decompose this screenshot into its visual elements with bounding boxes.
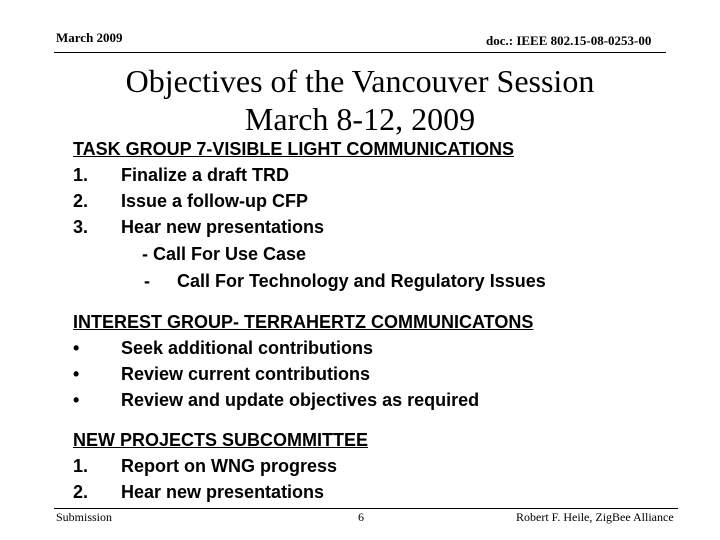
- ig-item-2-text: Review current contributions: [121, 364, 371, 384]
- footer-page-number: 6: [358, 510, 364, 524]
- nps-item-1-marker: 1.: [73, 456, 89, 476]
- ig-item-1-text: Seek additional contributions: [121, 338, 374, 358]
- ig-item-2-bullet: •: [73, 364, 80, 384]
- tg7-item-2-text: Issue a follow-up CFP: [121, 191, 309, 211]
- title-line-2: March 8-12, 2009: [244, 101, 476, 137]
- tg7-subitem-technology: Call For Technology and Regulatory Issues: [177, 271, 546, 291]
- tg7-subitem-2-marker: -: [144, 271, 150, 291]
- footer-author: Robert F. Heile, ZigBee Alliance: [516, 510, 674, 524]
- ig-heading: INTEREST GROUP- TERRAHERTZ COMMUNICATONS: [73, 312, 534, 332]
- nps-item-2-marker: 2.: [73, 482, 89, 502]
- footer-rule: [54, 508, 678, 509]
- tg7-item-1-marker: 1.: [73, 165, 89, 185]
- title-line-1: Objectives of the Vancouver Session: [125, 63, 595, 99]
- tg7-heading: TASK GROUP 7-VISIBLE LIGHT COMMUNICATIONS: [73, 139, 515, 159]
- nps-item-1-text: Report on WNG progress: [121, 456, 338, 476]
- tg7-item-3-text: Hear new presentations: [121, 217, 325, 237]
- tg7-subitem-use-case: - Call For Use Case: [142, 244, 307, 264]
- nps-item-2-text: Hear new presentations: [121, 482, 325, 502]
- header-date: March 2009: [56, 30, 123, 45]
- tg7-item-3-marker: 3.: [73, 217, 89, 237]
- ig-item-3-bullet: •: [73, 390, 80, 410]
- ig-item-3-text: Review and update objectives as required: [121, 390, 480, 410]
- footer-submission: Submission: [56, 510, 113, 524]
- tg7-item-1-text: Finalize a draft TRD: [121, 165, 290, 185]
- header-rule: [54, 52, 666, 53]
- ig-item-1-bullet: •: [73, 338, 80, 358]
- header-doc-id: doc.: IEEE 802.15-08-0253-00: [486, 33, 652, 48]
- tg7-item-2-marker: 2.: [73, 191, 89, 211]
- nps-heading: NEW PROJECTS SUBCOMMITTEE: [73, 430, 369, 450]
